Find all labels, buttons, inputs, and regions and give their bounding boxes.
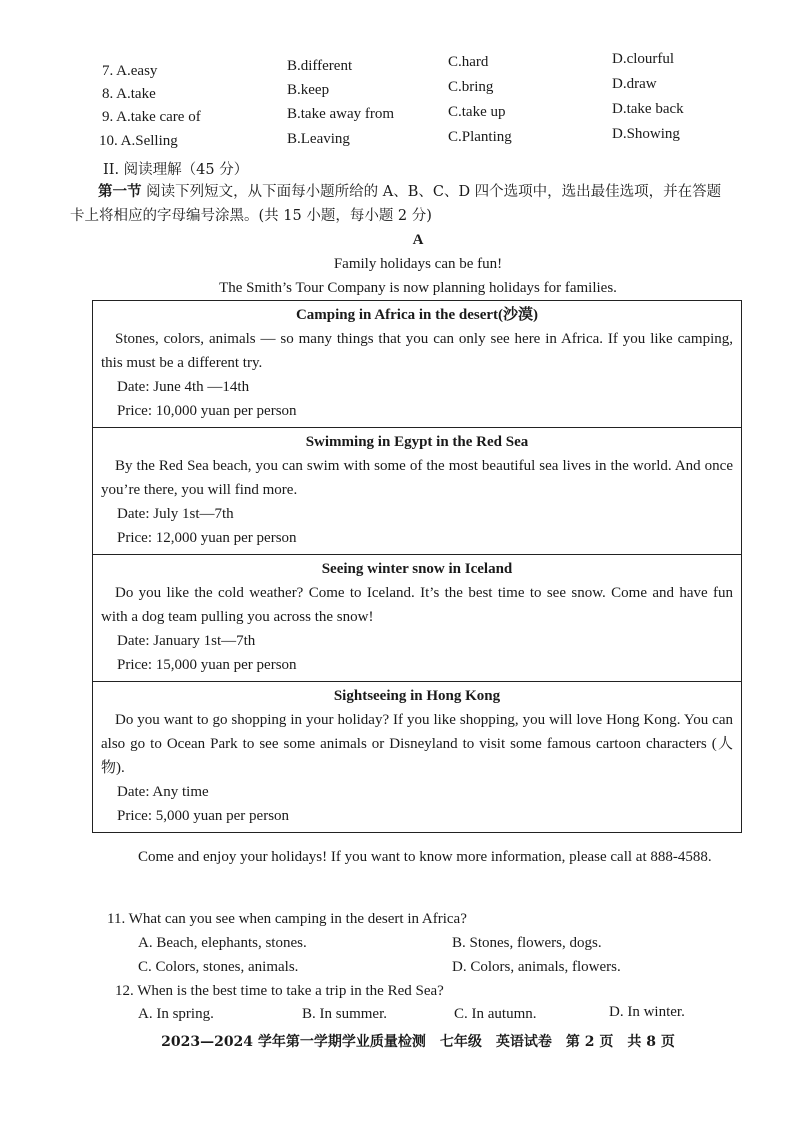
option-c: C.take up [448,104,506,120]
tour-title: Seeing winter snow in Iceland [321,561,513,577]
tour-description: Do you like the cold weather? Come to Iceland. It’s the best time to see snow. Come and have fun with a dog team pulling you across the snow! [101,585,733,625]
closing-paragraph: Come and enjoy your holidays! If you want to know more information, please call at 888-4588. [138,849,712,865]
option-d: D.draw [612,76,657,92]
question-option-a: A. Beach, elephants, stones. [138,935,307,951]
intro-line-2: The Smith’s Tour Company is now planning holidays for families. [219,280,617,296]
tour-price: Price: 10,000 yuan per person [117,403,297,419]
question-stem: 12. When is the best time to take a trip in the Red Sea? [115,983,444,999]
option-d: D.take back [612,101,684,117]
tour-description: By the Red Sea beach, you can swim with some of the most beautiful sea lives in the world. And once you’re there, you will find more. [101,458,733,498]
option-c: C.hard [448,54,489,70]
tour-cell [93,301,741,427]
option-b: B.Leaving [287,131,350,147]
instruction-part: 第一节 [98,183,142,200]
question-option-c: C. In autumn. [454,1006,537,1022]
section-heading-text: II. 阅读理解（45 分） [103,162,249,178]
tour-table [92,300,742,833]
option-a: 7. A.easy [102,63,158,79]
tour-title: Sightseeing in Hong Kong [333,688,501,704]
option-b: B.keep [287,82,330,98]
cloze-option-row [0,126,794,157]
option-d: D.Showing [612,126,680,142]
tour-title: Camping in Africa in the desert(沙漠) [295,307,539,323]
instruction-text: 阅读下列短文，从下面每小题所给的 A、B、C、D 四个选项中，选出最佳选项，并在答题卡上将相应的字母编号涂黑。(共 15 小题，每小题 2 分) [70,184,722,224]
question-option-d: D. Colors, animals, flowers. [452,959,621,975]
tour-date: Date: Any time [117,784,209,800]
tour-date: Date: January 1st—7th [117,633,256,649]
tour-price: Price: 12,000 yuan per person [117,530,297,546]
passage-letter: A [412,232,424,248]
question-stem: 11. What can you see when camping in the desert in Africa? [107,911,467,927]
intro-line-1: Family holidays can be fun! [333,256,503,272]
option-a: 9. A.take care of [102,109,201,125]
question-option-b: B. In summer. [302,1006,387,1022]
question-option-d: D. In winter. [609,1004,685,1020]
page-footer: 2023—2024 学年第一学期学业质量检测 七年级 英语试卷 第 2 页 共 8 页 [161,1034,675,1050]
question-option-a: A. In spring. [138,1006,214,1022]
question-option-b: B. Stones, flowers, dogs. [452,935,602,951]
tour-cell [93,427,741,554]
tour-date: Date: June 4th —14th [117,379,250,395]
cloze-option-row [0,51,794,85]
question-option-c: C. Colors, stones, animals. [138,959,299,975]
option-c: C.Planting [448,129,512,145]
tour-cell [93,554,741,681]
tour-price: Price: 15,000 yuan per person [117,657,297,673]
tour-price: Price: 5,000 yuan per person [117,808,290,824]
section-heading [103,158,248,179]
tour-description: Stones, colors, animals — so many things that you can only see here in Africa. If you like camping, this must be a different try. [101,331,733,371]
option-a: 10. A.Selling [99,133,178,149]
tour-date: Date: July 1st—7th [117,506,234,522]
option-d: D.clourful [612,51,675,67]
option-b: B.different [287,58,353,74]
tour-cell [93,681,741,832]
option-c: C.bring [448,79,494,95]
tour-description: Do you want to go shopping in your holiday? If you like shopping, you will love Hong Kong. You can also go to Ocean Park to see some animals or Disneyland to visit some famous cartoon characters (人物). [101,712,733,776]
option-b: B.take away from [287,106,395,122]
tour-title: Swimming in Egypt in the Red Sea [305,434,529,450]
instruction [70,180,734,228]
option-a: 8. A.take [102,86,156,102]
